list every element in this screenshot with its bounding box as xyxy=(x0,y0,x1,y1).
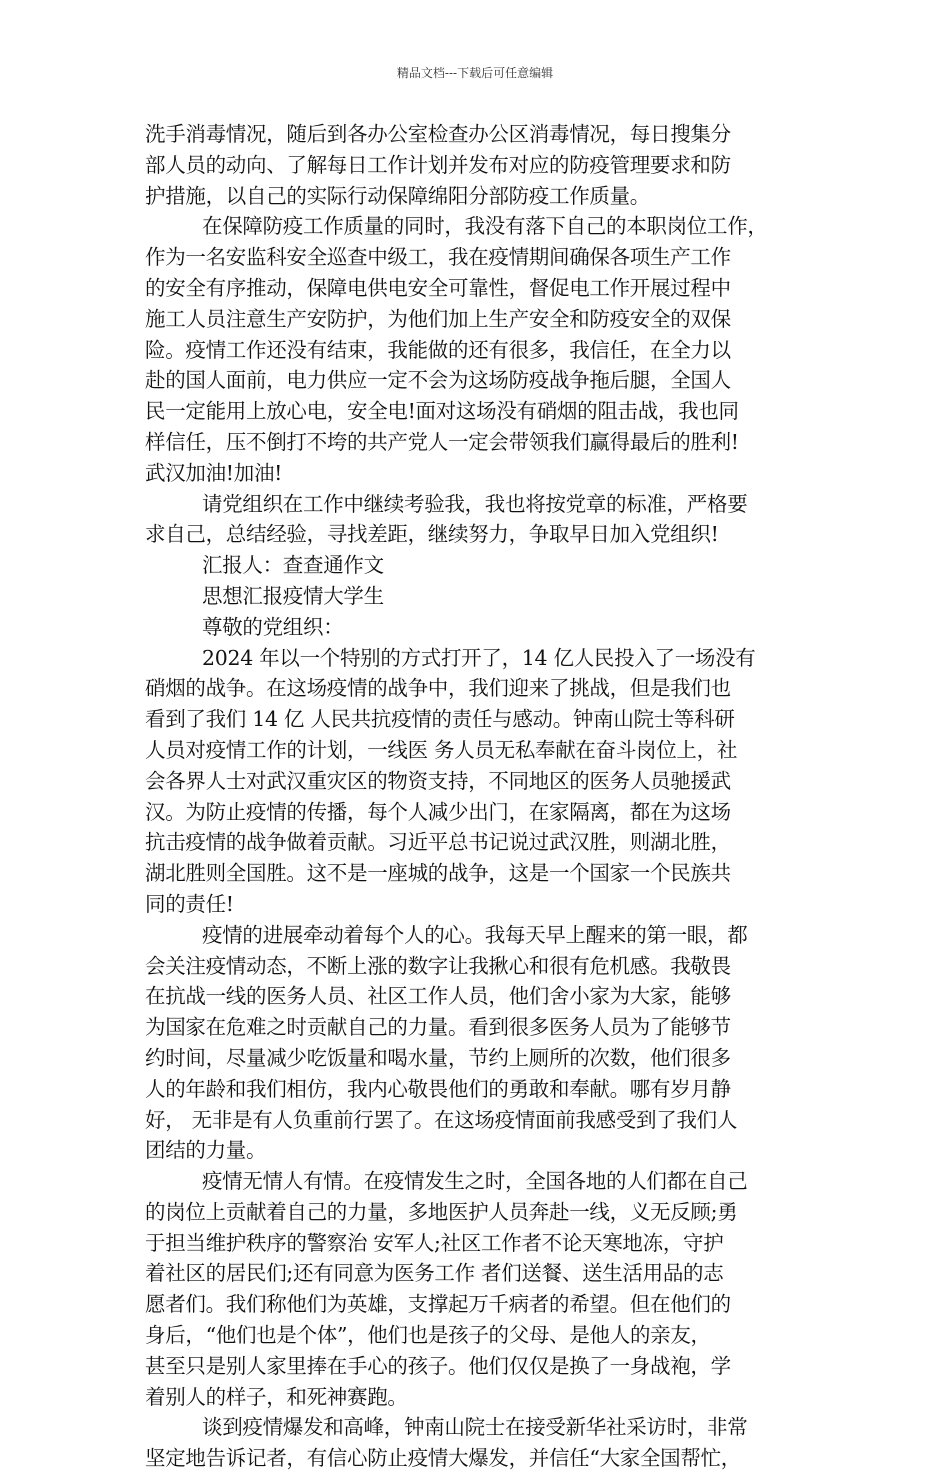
text-line: 险。疫情工作还没有结束，我能做的还有很多，我信任，在全力以 xyxy=(145,337,731,362)
text-line: 硝烟的战争。在这场疫情的战争中，我们迎来了挑战，但是我们也 xyxy=(145,676,731,701)
page-header: 精品文档---下载后可任意编辑 xyxy=(396,66,554,80)
text-line: 部人员的动向、了解每日工作计划并发布对应的防疫管理要求和防 xyxy=(145,152,731,177)
text-line: 疫情的进展牵动着每个人的心。我每天早上醒来的第一眼，都 xyxy=(202,922,748,947)
text-line: 看到了我们 14 亿 人民共抗疫情的责任与感动。钟南山院士等科研 xyxy=(145,707,735,732)
text-line: 尊敬的党组织： xyxy=(202,614,344,639)
text-line: 为国家在危难之时贡献自己的力量。看到很多医务人员为了能够节 xyxy=(145,1015,731,1040)
text-line: 作为一名安监科安全巡查中级工，我在疫情期间确保各项生产工作 xyxy=(145,245,731,270)
text-line: 疫情无情人有情。在疫情发生之时，全国各地的人们都在自己 xyxy=(202,1169,748,1194)
text-line: 赴的国人面前，电力供应一定不会为这场防疫战争拖后腿，全国人 xyxy=(145,368,731,393)
text-line: 民一定能用上放心电，安全电!面对这场没有硝烟的阻击战，我也同 xyxy=(145,399,739,424)
text-line: 身后，“他们也是个体”，他们也是孩子的父母、是他人的亲友， xyxy=(145,1323,711,1348)
text-line: 人的年龄和我们相仿，我内心敬畏他们的勇敢和奉献。哪有岁月静 xyxy=(145,1076,731,1101)
text-line: 汇报人：查查通作文 xyxy=(202,553,384,578)
text-line: 汉。为防止疫情的传播，每个人减少出门，在家隔离，都在为这场 xyxy=(145,799,731,824)
text-line: 武汉加油!加油! xyxy=(145,460,283,485)
text-line: 护措施，以自己的实际行动保障绵阳分部防疫工作质量。 xyxy=(145,183,650,208)
text-line: 着社区的居民们;还有同意为医务工作 者们送餐、送生活用品的志 xyxy=(145,1261,724,1286)
text-line: 谈到疫情爆发和高峰，钟南山院士在接受新华社采访时，非常 xyxy=(202,1415,748,1440)
text-line: 请党组织在工作中继续考验我，我也将按党章的标准，严格要 xyxy=(202,491,748,516)
text-line: 会各界人士对武汉重灾区的物资支持，不同地区的医务人员驰援武 xyxy=(145,768,731,793)
text-line: 约时间，尽量减少吃饭量和喝水量，节约上厕所的次数，他们很多 xyxy=(145,1045,731,1070)
text-line: 愿者们。我们称他们为英雄，支撑起万千病者的希望。但在他们的 xyxy=(145,1292,731,1317)
text-line: 求自己，总结经验，寻找差距，继续努力，争取早日加入党组织! xyxy=(145,522,719,547)
text-line: 的岗位上贡献着自己的力量，多地医护人员奔赴一线，义无反顾;勇 xyxy=(145,1199,738,1224)
text-line: 好， 无非是有人负重前行罢了。在这场疫情面前我感受到了我们人 xyxy=(145,1107,738,1132)
text-line: 着别人的样子，和死神赛跑。 xyxy=(145,1384,408,1409)
text-line: 施工人员注意生产安防护，为他们加上生产安全和防疫安全的双保 xyxy=(145,306,731,331)
text-line: 在保障防疫工作质量的同时，我没有落下自己的本职岗位工作， xyxy=(202,214,768,239)
text-line: 同的责任! xyxy=(145,891,234,916)
text-line: 2024 年以一个特别的方式打开了，14 亿人民投入了一场没有 xyxy=(202,645,756,670)
text-line: 坚定地告诉记者，有信心防止疫情大爆发，并信任“大家全国帮忙， xyxy=(145,1446,741,1471)
text-line: 于担当维护秩序的警察治 安军人;社区工作者不论天寒地冻，守护 xyxy=(145,1230,724,1255)
text-line: 思想汇报疫情大学生 xyxy=(202,583,384,608)
text-line: 甚至只是别人家里捧在手心的孩子。他们仅仅是换了一身战袍，学 xyxy=(145,1353,731,1378)
text-line: 洗手消毒情况，随后到各办公室检查办公区消毒情况，每日搜集分 xyxy=(145,122,731,146)
text-line: 的安全有序推动，保障电供电安全可靠性，督促电工作开展过程中 xyxy=(145,275,731,300)
text-line: 团结的力量。 xyxy=(145,1138,267,1163)
text-line: 抗击疫情的战争做着贡献。习近平总书记说过武汉胜，则湖北胜， xyxy=(145,830,731,855)
text-line: 在抗战一线的医务人员、社区工作人员，他们舍小家为大家，能够 xyxy=(145,984,731,1009)
text-line: 湖北胜则全国胜。这不是一座城的战争，这是一个国家一个民族共 xyxy=(145,861,731,886)
text-line: 人员对疫情工作的计划，一线医 务人员无私奉献在奋斗岗位上，社 xyxy=(145,737,738,762)
document-body xyxy=(145,119,810,1474)
text-line: 会关注疫情动态，不断上涨的数字让我揪心和很有危机感。我敬畏 xyxy=(145,953,731,978)
text-line: 样信任，压不倒打不垮的共产党人一定会带领我们赢得最后的胜利! xyxy=(145,429,739,454)
